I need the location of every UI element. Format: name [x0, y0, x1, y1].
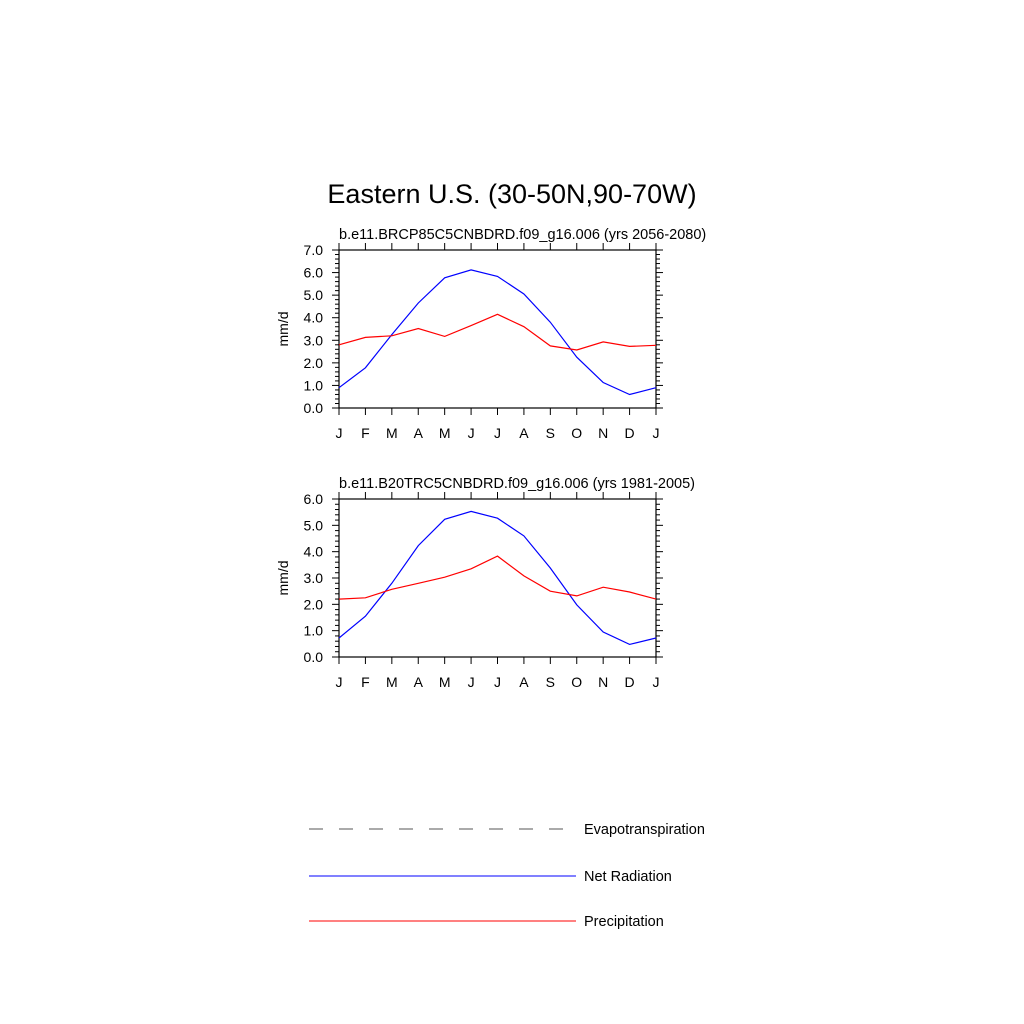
x-tick-label: J [494, 674, 501, 690]
y-tick-label: 2.0 [303, 354, 323, 371]
x-tick-label: S [545, 674, 556, 690]
y-tick-label: 2.0 [303, 596, 323, 613]
x-tick-label: O [571, 425, 583, 441]
y-tick-label: 0.0 [303, 400, 323, 416]
x-tick-label: F [361, 425, 370, 441]
x-tick-label: J [335, 674, 343, 690]
x-tick-label: M [385, 674, 398, 690]
y-tick-label: 4.0 [303, 543, 323, 560]
y-tick-label: 0.0 [303, 649, 323, 665]
plot-frame [339, 499, 656, 657]
y-tick-label: 5.0 [303, 287, 323, 304]
y-tick-label: 1.0 [303, 622, 323, 639]
x-tick-label: A [519, 674, 529, 690]
y-tick-label: 5.0 [303, 517, 323, 534]
y-tick-label: 3.0 [303, 570, 323, 586]
chart-subtitle: b.e11.B20TRC5CNBDRD.f09_g16.006 (yrs 1981-2005) [339, 476, 695, 492]
x-tick-label: D [624, 674, 635, 690]
x-tick-label: O [571, 674, 583, 690]
x-tick-label: N [598, 425, 609, 441]
x-tick-label: J [467, 425, 475, 441]
y-tick-label: 3.0 [303, 332, 323, 349]
y-axis-label: mm/d [275, 560, 291, 596]
chart-subtitle: b.e11.BRCP85C5CNBDRD.f09_g16.006 (yrs 2056-2080) [339, 227, 707, 243]
y-tick-label: 4.0 [303, 309, 323, 326]
x-tick-label: M [385, 425, 398, 441]
x-tick-label: A [519, 425, 529, 441]
figure-title: Eastern U.S. (30-50N,90-70W) [327, 179, 697, 209]
series-line-precipitation [339, 314, 656, 350]
chart-panel-bottom [275, 476, 695, 690]
x-tick-label: M [438, 425, 451, 441]
legend-label: Evapotranspiration [584, 822, 705, 838]
x-tick-label: J [652, 674, 660, 690]
y-tick-label: 6.0 [303, 264, 323, 281]
x-tick-label: J [494, 425, 501, 441]
x-tick-label: J [652, 425, 660, 441]
x-tick-label: A [413, 674, 423, 690]
x-tick-label: N [598, 674, 609, 690]
legend-label: Net Radiation [584, 869, 672, 885]
x-tick-label: D [624, 425, 635, 441]
x-tick-label: A [413, 425, 423, 441]
y-tick-label: 6.0 [303, 491, 323, 507]
series-line-net-radiation [339, 511, 656, 644]
y-tick-label: 7.0 [303, 242, 323, 258]
series-line-precipitation [339, 556, 656, 599]
x-tick-label: M [438, 674, 451, 690]
x-tick-label: F [361, 674, 370, 690]
legend-label: Precipitation [584, 914, 664, 930]
y-axis-label: mm/d [275, 311, 291, 347]
chart-panel-top [275, 227, 706, 441]
y-tick-label: 1.0 [303, 377, 323, 394]
series-line-net-radiation [339, 270, 656, 395]
x-tick-label: J [335, 425, 343, 441]
x-tick-label: S [545, 425, 556, 441]
x-tick-label: J [467, 674, 475, 690]
legend [309, 822, 705, 930]
